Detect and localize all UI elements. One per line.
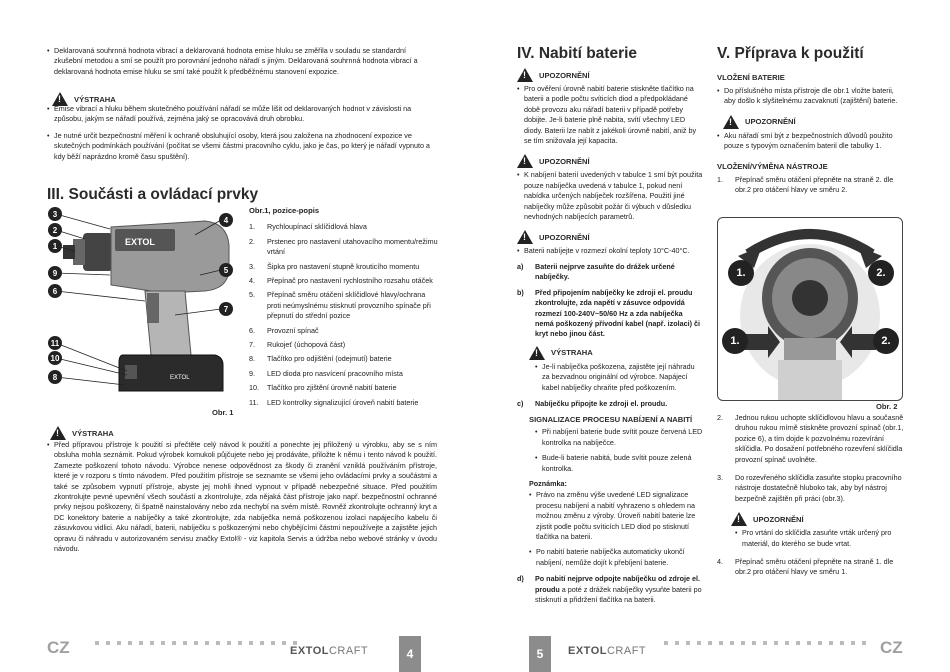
warning2-text <box>47 440 437 554</box>
section3-title: III. Součásti a ovládací prvky <box>47 186 259 203</box>
positions-title: Obr.1, pozice-popis <box>249 206 320 215</box>
figure-2 <box>717 217 903 401</box>
insert-battery-title: VLOŽENÍ BATERIE <box>717 73 785 82</box>
brand-logo-left: EXTOLCRAFT <box>290 645 369 657</box>
step-d: d) Po nabití nejprve odpojte nabíječku od zdroje el. proudu a poté z drážek nabíječky vysuňte baterii po stisknutí a přidržení tlačítka na baterii. <box>517 574 702 605</box>
footer-dots-left <box>95 641 297 645</box>
position-item: 10. Tlačítko pro zjištění úrovně nabití baterie <box>249 383 397 393</box>
warning-header: ! UPOZORNĚNÍ <box>517 154 703 168</box>
drill-brand-text: EXTOL <box>125 237 155 247</box>
section5-title: V. Příprava k použití <box>717 45 864 62</box>
warning-icon <box>529 346 545 360</box>
callout-11: 11 <box>48 336 62 350</box>
warning-title: VÝSTRAHA <box>72 428 114 438</box>
position-item: 9. LED dioda pro nasvícení pracovního místa <box>249 368 403 378</box>
language-code-right: CZ <box>880 638 903 657</box>
position-item: 11. LED kontrolky signalizující úroveň nabití baterie <box>249 397 419 407</box>
intro-bullet: • Deklarovaná souhrnná hodnota vibrací a deklarovaná hodnota emise hluku se změřila v souladu se standardní zkušební metodou a smí se použít pro porovnání jednoho nářadí s jiným. Deklarovaná souhrnná hodnota vibrací a deklarovaná hodnota emise hluku se smí také použít k předběžnému stanovení expozice. <box>47 46 435 77</box>
tool-step-4: 4. Přepínač směru otáčení přepněte na straně 1. dle obr.2 pro otáčení hlavy ve směru 1. <box>717 557 894 577</box>
page-number-left: 4 <box>399 636 421 672</box>
right-warning1-bullet: • Aku nářadí smí být z bezpečnostních důvodů použito pouze s typovým označením baterií dle tabulky 1. <box>717 131 905 152</box>
callout-7: 7 <box>219 302 233 316</box>
position-item: 1. Rychloupínací sklíčidlová hlava <box>249 222 367 232</box>
step-b: b) Před připojením nabíječky ke zdroji el. proudu zkontrolujte, zda napětí v zásuvce odpovídá rozmezí 100-240V~50/60 Hz a zda nabíječka nemá poškozený přívodní kabel (např. izolaci) či kryt nebo jinou část. <box>517 287 700 339</box>
warning-bullet: • Je nutné určit bezpečnostní měření k ochraně obsluhující osoby, která jsou založena na zhodnocení expozice ve skutečných podmínkách používání (počítat se všemi částmi pracovního cyklu, jako je čas, po který je nářadí vypnuto a kdy běží naprázdno kromě času spuštění). <box>47 131 437 162</box>
language-code-left: CZ <box>47 638 70 657</box>
warning-header: ! UPOZORNĚNÍ <box>517 230 703 244</box>
fig2-label-2b: 2. <box>873 328 899 354</box>
fig1-caption: Obr. 1 <box>212 408 234 417</box>
position-item: 8. Tlačítko pro odjištění (odejmutí) baterie <box>249 354 392 364</box>
tool-step-2: 2. Jednou rukou uchopte sklíčidlovou hlavu a současně druhou rukou mírně stiskněte provozní spínač (obr.1, pozice 6), a tím dojde k pozvolnému rozevírání sklíčidla. Po dosažení potřebného rozevření sklíčidla provozní spínač uvolněte. <box>717 413 904 464</box>
positions-items <box>249 222 439 408</box>
warning-icon <box>723 115 739 129</box>
position-item: 7. Rukojeť (úchopová část) <box>249 340 346 350</box>
warning-icon <box>517 68 533 82</box>
right-column-bottom <box>717 413 905 578</box>
mid-warning3-bullet: • Baterii nabíjejte v rozmezí okolní teploty 10°C-40°C. <box>517 246 703 256</box>
tool-step-3: 3. Do rozevřeného sklíčidla zasuňte stopku pracovního nástroje dostatečně hluboko tak, aby byl nástroj bezpečně zajištěn při práci (obr.3). <box>717 473 902 503</box>
warning-icon <box>731 512 747 526</box>
warning-header: ! VÝSTRAHA <box>529 346 703 360</box>
right-column-top <box>717 73 905 195</box>
callout-8: 8 <box>48 370 62 384</box>
fig2-label-1b: 1. <box>722 328 748 354</box>
warning-icon <box>50 426 66 440</box>
warning2-header <box>50 426 114 440</box>
signal-bullet: • Bude-li baterie nabitá, bude svítit pouze zelená kontrolka. <box>535 453 703 474</box>
callout-1: 1 <box>48 239 62 253</box>
warning-icon <box>517 230 533 244</box>
mid-warning4-bullet: • Je-li nabíječka poškozena, zajistěte její náhradu za bezvadnou originální od výrobce. Napájecí kabel nabíječky chraňte před poškozením. <box>535 362 703 393</box>
right-warning2-bullet: • Pro vrtání do sklíčidla zasuňte vrták určený pro materiál, do kterého se bude vrtat. <box>735 528 905 549</box>
warning1-bullets <box>47 104 437 162</box>
note-title: Poznámka: <box>529 478 567 488</box>
warning-header: ! UPOZORNĚNÍ <box>731 512 905 526</box>
callout-10: 10 <box>48 351 62 365</box>
drill-illustration <box>45 205 245 415</box>
fig2-label-2: 2. <box>868 260 894 286</box>
chuck-illustration <box>718 218 902 400</box>
warning2-paragraph: • Před přípravou přístroje k použití si přečtěte celý návod k použití a ponechte jej přiložený u výrobku, aby se s ním obsluha mohla seznámit. Pokud výrobek komukoli půjčujete nebo jej prodáváte, přiložte k němu i tento návod k použití. Zamezte poškození tohoto návodu. Výrobce nenese odpovědnost za škody či zranění vzniklá používáním přístroje, které je v rozporu s tímto návodem. Před použitím přístroje se seznamte se všemi jeho ovládacími prvky a součástmi a také se způsobem vypnutí přístroje, abyste jej mohli ihned vypnout v případě nebezpečné situace. Před použitím zkontrolujte pevné upevnění všech součástí a zkontrolujte, zda nějaká část přístroje jako např. bezpečnostní ochranné prvky nejsou poškozeny, či špatně nainstalovány nebo zda nechybí na svém místě. Rovněž zkontrolujte ochranný kryt a DC konektory baterie a nabíječky a také zkontrolujte, zda nabíječka nemá poškozenou izolaci napájecího kabelu či zásuvkovou vidlici. Aku nářadí, baterii, nabíječku s poškozenými nebo chybějícími částmi nepoužívejte a zajistěte jejich opravu či náhradu v autorizovaném servisu značky Extol® - viz kapitola Servis a údržba nebo webové stránky v úvodu návodu. <box>47 440 437 554</box>
battery-brand-text: EXTOL <box>170 375 190 381</box>
note-bullet: • Právo na změnu výše uvedené LED signalizace procesu nabíjení a nabití vyhrazeno s ohledem na možnou změnu z výroby. Úroveň nabití baterie lze zjistit podle počtu svíticích LED diod po stisknutí tlačítka na baterii. <box>529 490 703 542</box>
mid-column <box>517 68 703 605</box>
page-number-right: 5 <box>529 636 551 672</box>
warning-title: VÝSTRAHA <box>74 94 116 104</box>
callout-3: 3 <box>48 207 62 221</box>
brand-logo-right: EXTOLCRAFT <box>568 645 647 657</box>
signal-title: SIGNALIZACE PROCESU NABÍJENÍ A NABITÍ <box>529 415 693 425</box>
tool-change-title: VLOŽENÍ/VÝMĚNA NÁSTROJE <box>717 161 828 171</box>
callout-2: 2 <box>48 223 62 237</box>
insert-battery-bullet: • Do příslušného místa přístroje dle obr.1 vložte baterii, aby došlo k slyšitelnému zacvaknutí (zajištění) baterie. <box>717 86 905 107</box>
note-bullet: • Po nabití baterie nabíječka automaticky ukončí nabíjení, nemůže dojít k přebíjení baterie. <box>529 547 703 568</box>
position-item: 3. Šipka pro nastavení stupně krouticího momentu <box>249 261 420 271</box>
fig2-label-1: 1. <box>728 260 754 286</box>
position-item: 2. Prstenec pro nastavení utahovacího momentu/režimu vrtání <box>249 236 438 257</box>
callout-4: 4 <box>219 213 233 227</box>
fig2-caption: Obr. 2 <box>876 402 898 411</box>
position-item: 6. Provozní spínač <box>249 325 319 335</box>
left-intro <box>47 46 435 77</box>
callout-6: 6 <box>48 284 62 298</box>
position-item: 5. Přepínač směru otáčení sklíčidlové hlavy/ochrana proti neúmyslnému stisknutí provozního spínače při přepnutí do střední pozice <box>249 290 431 321</box>
callout-5: 5 <box>219 263 233 277</box>
warning-header: ! UPOZORNĚNÍ <box>517 68 703 82</box>
step-c: c) Nabíječku připojte ke zdroji el. proudu. <box>517 398 668 408</box>
position-item: 4. Přepínač pro nastavení rychlostního rozsahu otáček <box>249 276 433 286</box>
mid-warning2-bullet: • K nabíjení baterií uvedených v tabulce 1 smí být použita pouze nabíječka uvedená v tabulce 1, pokud není nabídka určených nabíječek rozšířena. Použití jiné nabíječky může způsobit požár či výbuch v důsledku nevhodných nabíjecích parametrů. <box>517 170 703 222</box>
footer-dots-right <box>664 641 866 645</box>
callout-9: 9 <box>48 266 62 280</box>
positions-list <box>249 206 439 412</box>
warning-bullet: • Emise vibrací a hluku během skutečného používání nářadí se může lišit od deklarovaných hodnot v závislosti na způsobu, jakým se nářadí používá, zejména jaký se opracovává druh obrobku. <box>47 104 437 125</box>
mid-warning1-bullet: • Pro ověření úrovně nabití baterie stiskněte tlačítko na baterii a podle počtu svíticích diod a předpokládané době provozu aku nářadí baterii v případě potřeby dobijte. Je-li baterie plně nabita, svítí všechny LED diody. Baterii lze nabít z jakékoli úrovně nabití, aniž by se tím snižovala její kapacita. <box>517 84 703 146</box>
warning-icon <box>517 154 533 168</box>
tool-step-1: 1. Přepínač směru otáčení přepněte na straně 2. dle obr.2 pro otáčení hlavy ve směru 2. <box>717 174 894 195</box>
warning-header: ! UPOZORNĚNÍ <box>723 115 905 129</box>
section4-title: IV. Nabití baterie <box>517 45 638 62</box>
drill-figure <box>45 205 245 415</box>
signal-bullet: • Při nabíjení baterie bude svítit pouze červená LED kontrolka na nabíječce. <box>535 427 703 448</box>
step-a: a) Baterii nejprve zasuňte do drážek určené nabíječky. <box>517 261 675 282</box>
